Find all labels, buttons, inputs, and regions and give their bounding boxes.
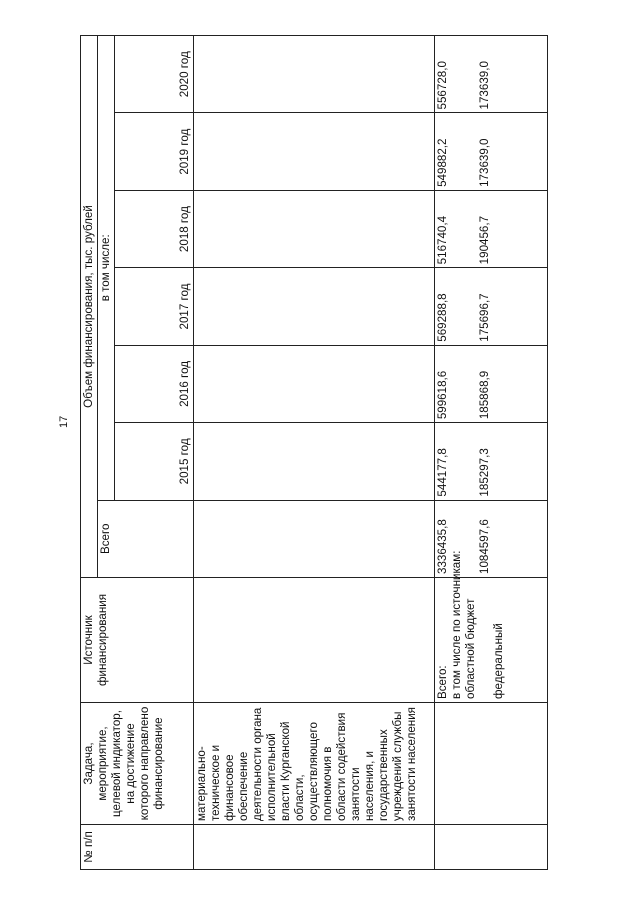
value-2016-total: 599618,6 <box>436 370 449 420</box>
value-2019-regional: 173639,0 <box>478 138 491 187</box>
header-task: Задача, мероприятие, целевой индикатор, на достижение которого направлено финансирование <box>81 703 194 825</box>
source-including: в том числе по источникам: <box>450 550 463 699</box>
row-year-2015 <box>435 423 548 500</box>
row-empty-source <box>194 578 435 703</box>
value-2019-total: 549882,2 <box>436 138 449 187</box>
header-year-2020: 2020 год <box>115 36 194 113</box>
rotated-table-container <box>80 35 570 870</box>
value-2017-total: 569288,8 <box>436 293 449 342</box>
row-sources <box>435 550 548 703</box>
header-year-2017: 2017 год <box>115 268 194 345</box>
value-total: 3336435,8 <box>436 519 449 574</box>
row-year-2017 <box>435 268 548 345</box>
header-volume: Объем финансирования, тыс. рублей <box>81 36 98 578</box>
row-year-2016 <box>435 345 548 422</box>
header-year-2016: 2016 год <box>115 345 194 422</box>
header-year-2019: 2019 год <box>115 113 194 190</box>
header-total: Всего <box>98 500 194 577</box>
row-year-2020 <box>435 36 548 113</box>
header-year-2018: 2018 год <box>115 190 194 267</box>
header-number: № п/п <box>81 825 194 870</box>
financing-table <box>80 35 548 870</box>
value-2020-regional: 173639,0 <box>478 61 491 110</box>
value-2015-total: 544177,8 <box>436 448 449 497</box>
source-regional: областной бюджет <box>464 598 477 699</box>
row-empty-cell <box>194 190 435 267</box>
row-number-empty <box>435 825 548 870</box>
row-empty-total <box>194 500 435 577</box>
row-year-2018 <box>435 190 548 267</box>
row-year-2019 <box>435 113 548 190</box>
value-2017-regional: 175696,7 <box>478 293 491 342</box>
value-2016-regional: 185868,9 <box>478 370 491 420</box>
value-regional-total: 1084597,6 <box>478 519 491 574</box>
source-total: Всего: <box>436 665 449 699</box>
row-task: материально-техническое и финансовое обеспечение деятельности органа исполнительной власти Курганской области, осуществляющего полномочия в области содействия занятости населения, и государственных учреждений службы занятости населения <box>194 703 435 825</box>
header-source: Источник финансирования <box>81 578 194 703</box>
row-empty-cell <box>194 423 435 500</box>
value-2020-total: 556728,0 <box>436 61 449 110</box>
value-2015-regional: 185297,3 <box>478 448 491 497</box>
header-year-2015: 2015 год <box>115 423 194 500</box>
page-number: 17 <box>58 415 70 428</box>
row-empty-cell <box>194 268 435 345</box>
source-federal: федеральный <box>492 623 505 699</box>
header-including: в том числе: <box>98 36 115 501</box>
row-task-empty <box>435 703 548 825</box>
table-row <box>435 36 548 870</box>
row-empty-cell <box>194 113 435 190</box>
value-2018-regional: 190456,7 <box>478 215 491 265</box>
table-row <box>194 36 435 870</box>
row-empty-cell <box>194 345 435 422</box>
row-number <box>194 825 435 870</box>
value-2018-total: 516740,4 <box>436 215 449 265</box>
row-empty-cell <box>194 36 435 113</box>
